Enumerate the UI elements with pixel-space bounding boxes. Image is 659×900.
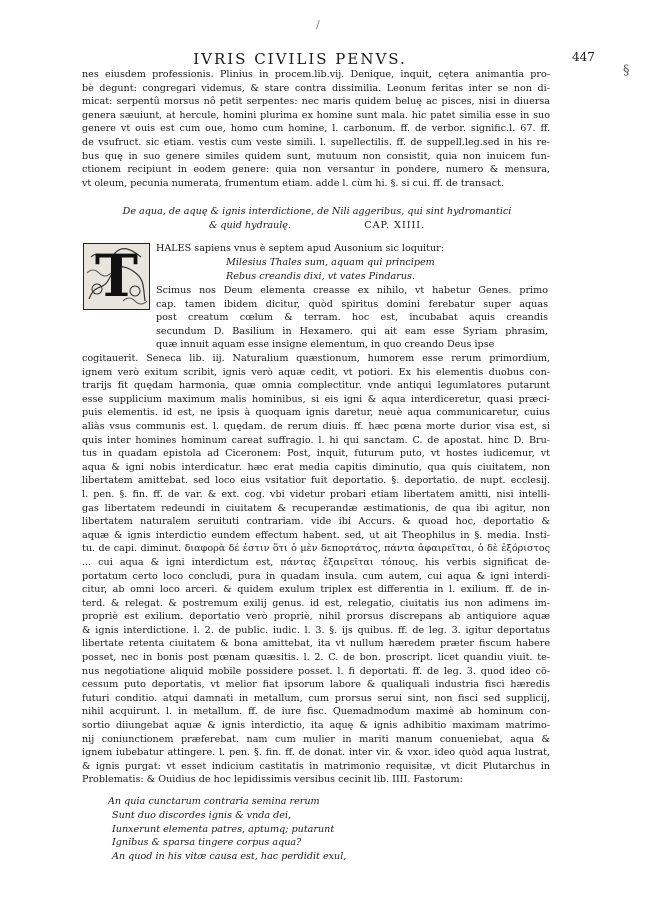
page-number: 447 [572,50,595,64]
verse-line: Milesius Thales sum, aquam qui principem [226,257,435,268]
text-line: bè degunt: congregari videmus, & stare contra dissimilia. Leonum feritas inter se non di- [82,82,550,94]
opening-first-line [156,242,548,256]
text-line: ignem iubebatur attingere. l. pen. §. fin. ff. de donat. inter vir. & vxor. ideo quòd aqua lustrat, [82,747,550,759]
top-mark: / [316,18,320,31]
text-line: aliàs vsus communis est. l. quędam. de rerum diuis. ff. hæc pœna morte durior visa est, si [82,420,550,432]
text-line: libertatem naturalem seruituti contrariam. vide ibi Accurs. & quoad hoc, deportatio & [82,516,550,528]
text-line: libertate retenta ciuitatem & bona amittebat, ita vt nullum hæredem præter fiscum habere [82,638,550,650]
text-line: cap. tamen ibidem dicitur, quòd spiritus domini ferebatur super aquas [156,298,548,310]
text-line: secundum D. Basilium in Hexamero. qui ait eam esse Syriam phrasim, [156,325,548,337]
text-line: aqua & igni nobis interdicatur. hæc erat media capitis diminutio, qua quis ciuitatem, non [82,461,550,473]
text-line: ... cui aqua & igni interdictum est, πάντας ἐξαιρεῖται τόπους. his verbis significat de- [82,556,550,568]
text-line: aquæ & ignis interdictio eundem effectum habent. sed, ut ait Theophilus in §. media. Insti- [82,529,550,541]
text-line: Problematis: & Ouidius de hoc lepidissimis versibus cecinit lib. IIII. Fastorum: [82,774,463,786]
text-line: quæ innuit aquam esse insigne elementum, in quo creando Deus ipse [156,339,495,351]
margin-mark: § [623,63,630,78]
text-line: nij coniunctionem præferebat. nam cum mulier in mariti manum conueniebat, aqua & [82,733,550,745]
chapter-title-line-1: De aqua, de aquę & ignis interdictione, de Nili aggeribus, qui sint hydromantici [122,206,512,217]
text-line: terd. & relegat. & postremum exilij genus. id est, relegatio, ciuitatis ius non adimens im- [82,597,550,609]
chapter-number: CAP. XIIII. [364,220,426,231]
text-line: genera sæuiunt, at hercule, homini plurima ex homine sunt mala. hic patet similia esse in suo [82,109,550,121]
text-line: propriè est exilium. deportatio verò propriè, nihil prorsus discrepans ab antiquiore aquæ [82,611,550,623]
text-line: gas libertatem redeundi in ciuitatem & recuperandæ æstimationis, de qua ibi agitur, non [82,502,550,514]
text-line: posset, nec in bonis post pœnam quæsitis. l. 2. C. de bon. proscript. licet quandiu viuit. te- [82,652,550,664]
text-line: nus negotiatione aliquid mobile possidere posset. l. fi deportati. ff. de leg. 3. quod ideo cō- [82,665,550,677]
text-line: trarijs fit quędam harmonia, quæ omnia complectitur. vnde antiqui legumlatores putarunt [82,380,550,392]
text-line: libertatem amittebat. sed loco eius vsitatior fuit deportatio. §. deportatio. de nupt. ecclesij. [82,475,550,487]
text-line: bus quę in suo genere similes quidem sunt, mutuum non consistit, quia non inuicem fun- [82,150,550,162]
text-line: futuri conditio. atqui damnati in metallum, cum prorsus serui sint, non fisci sed supplicij, [82,692,550,704]
chapter-title-line-2-row [82,219,552,233]
text-block-previous-chapter [82,68,550,190]
verse-line: An quod in his vitæ causa est, hac perdidit exul, [112,851,347,863]
verse-line: An quia cunctarum contraria semina rerum [108,796,320,807]
text-beside-initial [156,284,548,352]
verse-line: Ignibus & sparsa tingere corpus aqua? [112,837,302,849]
text-line: tu. de capi. diminut. διαφορὰ δέ ἐστιν ὅτι ὁ μὲν δεπορτάτος, πάντα ἀφαιρεῖται, ὁ δὲ ἐξόριστος [82,543,550,555]
text-line: ignem verò exitum scribit, ignis verò aquæ cedit, vt potiori. Ex his elementis duobus con- [82,366,550,378]
text-line: Scimus nos Deum elementa creasse ex nihilo, vt habetur Genes. primo [156,285,548,296]
text-line: sortio diiungebat aquæ & ignis interdictio, ita aquę & ignis adhibitio maximam matrimo- [82,720,550,732]
text-line: nihil acquirunt. l. in metallum. ff. de iure fisc. Quemadmodum maximè ab hominum con- [82,706,550,718]
verse-line: Iunxerunt elementa patres, aptumq; putarunt [112,823,335,835]
text-line: vt oleum, pecunia numerata, frumentum etiam. adde l. cùm hi. §. si cui. ff. de transact. [82,177,504,189]
text-line: esse supplicium maximum malis hominibus, si eis igni & aqua interdiceretur, quasi præci- [82,393,550,405]
initial-letter: T [94,242,139,310]
text-line: tus in quadam epistola ad Ciceronem: Post, inquit, futurum puto, vt hostes iudicemur, vt [82,448,550,460]
text-line: post creatum cœlum & terram. hoc est, incubabat aquis creandis [156,312,548,324]
text-line: portatum certo loco concludi, pura in quadam insula. cum autem, cui aqua & igni interdi- [82,570,550,582]
chapter-title-line-2: & quid hydraulę. [208,220,292,231]
text-line: puis elementis. id est, ne ipsis à quoquam ignis daretur, neuè aqua communicaretur, cuius [82,407,550,419]
text-line: micat: serpentû morsus nô petit serpentes: nec maris quidem beluę ac pisces, nisi in diuersa [82,96,550,108]
closing-verse [108,795,346,864]
decorated-initial [83,243,150,310]
opening-line: HALES sapiens vnus è septem apud Ausonium sic loquitur: [156,243,444,254]
text-line: genere vt ouis est cum oue, homo cum homine, l. carbonum. ff. de verbor. signific.l. 67. ff. [82,123,550,135]
verse-line: Sunt duo discordes ignis & vnda dei, [112,809,292,821]
text-line: cessum puto deportatis, vt melior fiat ipsorum labore & qualiquali industria fisci hæredis [82,679,550,691]
text-line: nes eiusdem professionis. Plinius in procem.lib.vij. Denique, inquit, cętera animantia pro- [82,69,550,80]
text-line: ctionem recipiunt in eodem genere: quia non versantur in pondere, numero & mensura, [82,164,550,176]
text-line: citur, ab omni loco arceri. & quidem exulum triplex est differentia in l. exilium. ff. de in- [82,584,550,596]
text-line: & ignis purgat: vt esset indicium castitatis in matrimonio requisitæ, vt dicit Plutarchus in [82,760,550,772]
opening-verse [226,256,435,284]
chapter-heading [82,205,552,233]
text-line: & ignis interdictione. l. 2. de public. iudic. l. 3. §. ijs quibus. ff. de leg. 3. igitur deportatus [82,624,550,636]
text-line: l. pen. §. fin. ff. de var. & ext. cog. vbi videtur probari etiam libertatem amitti, nisi intelli- [82,488,550,500]
verse-line: Rebus creandis dixi, vt vates Pindarus. [226,270,415,282]
text-line: cogitauerit. Seneca lib. iij. Naturalium quæstionum, humorem esse rerum primordium, [82,353,550,364]
text-line: quis inter homines hominum careat suffragio. l. hi qui sanctam. C. de apostat. hinc D. Bru- [82,434,550,446]
text-line: de vsufruct. sic etiam. vestis cum veste simili. l. supellectilis. ff. de suppell.leg.sed in his re- [82,136,550,148]
running-header: IVRIS CIVILIS PENVS. [193,50,407,68]
chapter-body-text [82,352,550,787]
